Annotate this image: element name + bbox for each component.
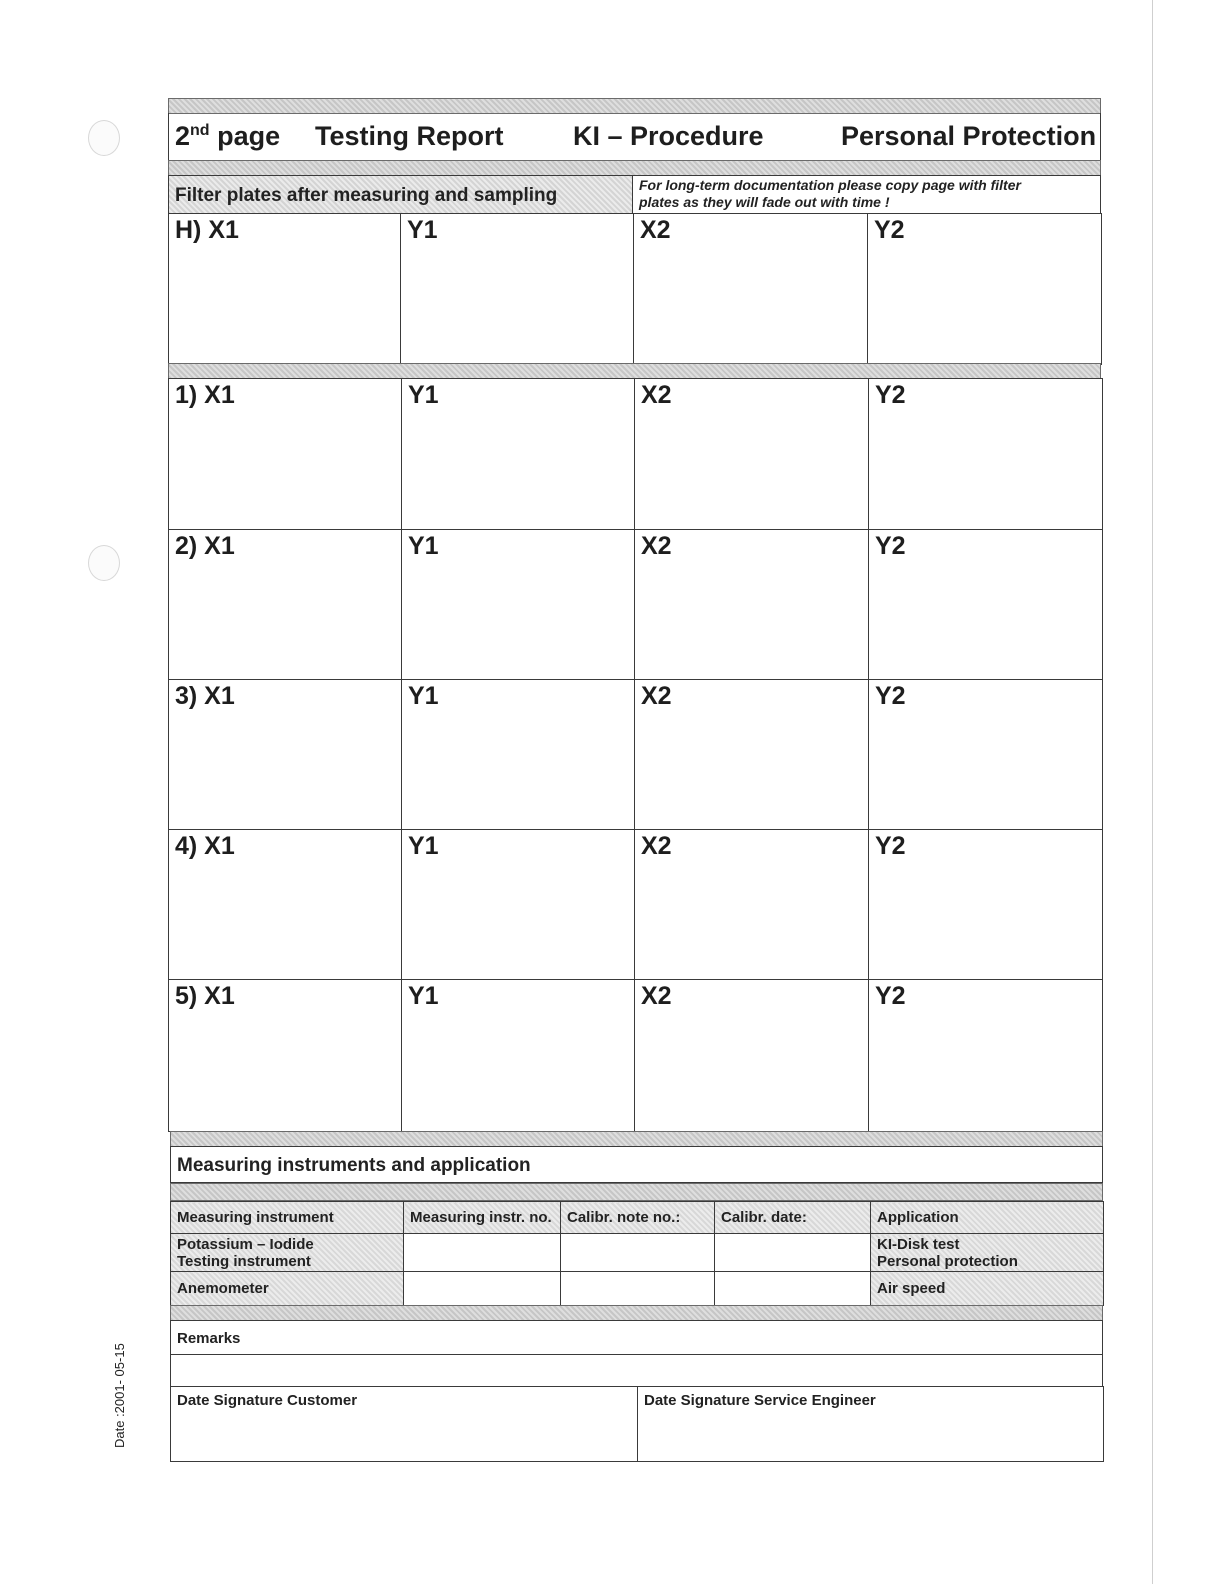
side-date-text: Date :2001- 05-15 <box>112 1343 127 1448</box>
col-header-calibr-note: Calibr. note no.: <box>561 1202 715 1234</box>
documentation-note-line2: plates as they will fade out with time ! <box>639 194 890 210</box>
punch-hole-top <box>88 120 120 156</box>
cell-y1[interactable]: Y1 <box>402 680 635 830</box>
cell-y2[interactable]: Y2 <box>869 680 1103 830</box>
application-line1: KI-Disk test <box>877 1235 960 1253</box>
calibr-date-field[interactable] <box>715 1272 871 1306</box>
report-header <box>168 113 1101 160</box>
report-title: Testing Report <box>315 121 504 151</box>
cell-x1[interactable]: 4) X1 <box>169 830 402 980</box>
remarks-divider <box>171 1354 1102 1355</box>
filter-table-main <box>168 378 1103 1132</box>
cell-y1[interactable]: Y1 <box>402 379 635 530</box>
instruments-title: Measuring instruments and application <box>177 1155 531 1176</box>
filter-table-h <box>168 213 1102 365</box>
instruments-band <box>170 1131 1103 1147</box>
cell-y1[interactable]: Y1 <box>402 980 635 1132</box>
filter-plates-label-cell <box>169 176 633 214</box>
instrument-name-cell <box>171 1234 404 1272</box>
instruments-table <box>170 1201 1104 1306</box>
protection-title: Personal Protection <box>841 121 1097 151</box>
remarks-box[interactable] <box>170 1320 1103 1387</box>
cell-x2[interactable]: X2 <box>634 214 868 365</box>
instrument-name-line1: Potassium – Iodide <box>177 1235 314 1253</box>
remarks-band <box>170 1305 1103 1321</box>
procedure-title: KI – Procedure <box>573 121 764 151</box>
instrument-name-cell <box>171 1272 404 1306</box>
cell-y1[interactable]: Y1 <box>402 530 635 680</box>
page-number-suffix: nd <box>190 122 210 139</box>
cell-x1[interactable]: 2) X1 <box>169 530 402 680</box>
engineer-signature-field[interactable] <box>638 1387 1104 1461</box>
instr-no-field[interactable] <box>404 1272 561 1306</box>
customer-signature-field[interactable] <box>171 1387 638 1461</box>
engineer-signature-label: Date Signature Service Engineer <box>644 1392 876 1409</box>
documentation-note <box>639 177 1079 211</box>
page-number: 2 <box>175 121 191 151</box>
col-header-instrument: Measuring instrument <box>171 1202 404 1234</box>
header-band <box>168 160 1101 176</box>
filter-row <box>169 379 1103 530</box>
filter-band <box>168 363 1101 379</box>
page-indicator <box>175 121 280 152</box>
filter-row <box>169 530 1103 680</box>
application-line2: Personal protection <box>877 1252 1018 1270</box>
application-cell <box>871 1234 1104 1272</box>
filter-plates-label: Filter plates after measuring and sampling <box>175 185 558 206</box>
page-word: page <box>217 121 281 151</box>
cell-x1[interactable]: 5) X1 <box>169 980 402 1132</box>
cell-x2[interactable]: X2 <box>635 530 869 680</box>
remarks-label: Remarks <box>177 1330 241 1347</box>
instrument-row <box>171 1234 1104 1272</box>
cell-y1[interactable]: Y1 <box>401 214 634 365</box>
cell-x2[interactable]: X2 <box>635 379 869 530</box>
instrument-name-line1: Anemometer <box>177 1280 269 1297</box>
cell-x1[interactable]: H) X1 <box>169 214 401 365</box>
filter-row <box>169 214 1102 365</box>
cell-y2[interactable]: Y2 <box>869 830 1103 980</box>
instrument-name-line2: Testing instrument <box>177 1252 311 1270</box>
filter-row <box>169 980 1103 1132</box>
instrument-row <box>171 1272 1104 1306</box>
col-header-application: Application <box>871 1202 1104 1234</box>
instruments-title-row <box>170 1146 1103 1183</box>
cell-x1[interactable]: 1) X1 <box>169 379 402 530</box>
cell-x1[interactable]: 3) X1 <box>169 680 402 830</box>
top-band <box>168 98 1101 114</box>
filter-row <box>169 680 1103 830</box>
instruments-header-band <box>170 1183 1103 1201</box>
signature-row <box>170 1386 1104 1462</box>
filter-subheader <box>168 175 1101 214</box>
cell-x2[interactable]: X2 <box>635 980 869 1132</box>
page-edge-line <box>1152 0 1153 1584</box>
col-header-calibr-date: Calibr. date: <box>715 1202 871 1234</box>
cell-y2[interactable]: Y2 <box>869 379 1103 530</box>
instr-no-field[interactable] <box>404 1234 561 1272</box>
customer-signature-label: Date Signature Customer <box>177 1392 358 1409</box>
cell-y1[interactable]: Y1 <box>402 830 635 980</box>
cell-y2[interactable]: Y2 <box>869 530 1103 680</box>
calibr-note-field[interactable] <box>561 1272 715 1306</box>
calibr-date-field[interactable] <box>715 1234 871 1272</box>
application-line1: Air speed <box>877 1280 946 1297</box>
cell-y2[interactable]: Y2 <box>868 214 1102 365</box>
punch-hole-middle <box>88 545 120 581</box>
cell-x2[interactable]: X2 <box>635 680 869 830</box>
calibr-note-field[interactable] <box>561 1234 715 1272</box>
instruments-header-row <box>171 1202 1104 1234</box>
application-cell <box>871 1272 1104 1306</box>
col-header-instr-no: Measuring instr. no. <box>404 1202 561 1234</box>
cell-y2[interactable]: Y2 <box>869 980 1103 1132</box>
cell-x2[interactable]: X2 <box>635 830 869 980</box>
documentation-note-line1: For long-term documentation please copy page with filter <box>639 177 1021 193</box>
filter-row <box>169 830 1103 980</box>
